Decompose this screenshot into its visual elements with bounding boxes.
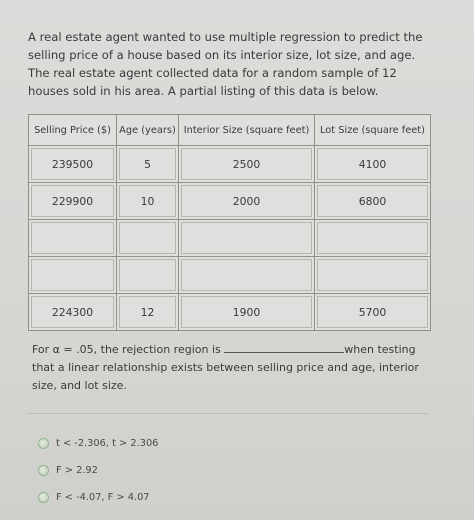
- table-row: [29, 183, 431, 220]
- table-cell: 229900: [29, 183, 117, 220]
- table-cell: 12: [117, 294, 179, 331]
- answer-blank: [224, 342, 344, 353]
- data-table: [28, 114, 431, 331]
- answer-option[interactable]: [38, 484, 444, 511]
- question-panel: [24, 28, 444, 511]
- table-header-row: [29, 115, 431, 146]
- table-row: [29, 220, 431, 257]
- table-cell: [315, 220, 431, 257]
- table-row: [29, 146, 431, 183]
- rejection-text-after: when testing that a linear relationship exists between selling price and age, interior size, and lot size.: [32, 343, 419, 392]
- option-label: t < -2.306, t > 2.306: [56, 438, 159, 449]
- table-cell: 1900: [179, 294, 315, 331]
- rejection-text-before: For α = .05, the rejection region is: [32, 343, 221, 356]
- header-interior-size: Interior Size (square feet): [179, 115, 315, 146]
- table-cell: [179, 257, 315, 294]
- table-cell: [29, 257, 117, 294]
- table-cell: 5: [117, 146, 179, 183]
- divider: [26, 413, 428, 414]
- table-row: [29, 257, 431, 294]
- table-row: [29, 294, 431, 331]
- answer-option[interactable]: [38, 457, 444, 484]
- answer-options: [38, 430, 444, 511]
- table-cell: 2000: [179, 183, 315, 220]
- question-prompt: A real estate agent wanted to use multiple regression to predict the selling price of a house based on its interior size, lot size, and age. The real estate agent collected data for a random sample of 12 houses sold in his area. A partial listing of this data is below.: [28, 30, 423, 98]
- answer-option[interactable]: [38, 430, 444, 457]
- header-selling-price: Selling Price ($): [29, 115, 117, 146]
- option-label: F < -4.07, F > 4.07: [56, 492, 150, 503]
- table-cell: 239500: [29, 146, 117, 183]
- table-cell: [117, 257, 179, 294]
- radio-button[interactable]: [38, 438, 49, 449]
- table-cell: 5700: [315, 294, 431, 331]
- radio-button[interactable]: [38, 492, 49, 503]
- table-cell: 6800: [315, 183, 431, 220]
- table-cell: [117, 220, 179, 257]
- radio-button[interactable]: [38, 465, 49, 476]
- table-cell: [179, 220, 315, 257]
- table-cell: 10: [117, 183, 179, 220]
- rejection-question: [32, 341, 432, 395]
- header-lot-size: Lot Size (square feet): [315, 115, 431, 146]
- header-age: Age (years): [117, 115, 179, 146]
- table-cell: [29, 220, 117, 257]
- option-label: F > 2.92: [56, 465, 98, 476]
- table-cell: 224300: [29, 294, 117, 331]
- table-cell: 4100: [315, 146, 431, 183]
- table-cell: [315, 257, 431, 294]
- table-cell: 2500: [179, 146, 315, 183]
